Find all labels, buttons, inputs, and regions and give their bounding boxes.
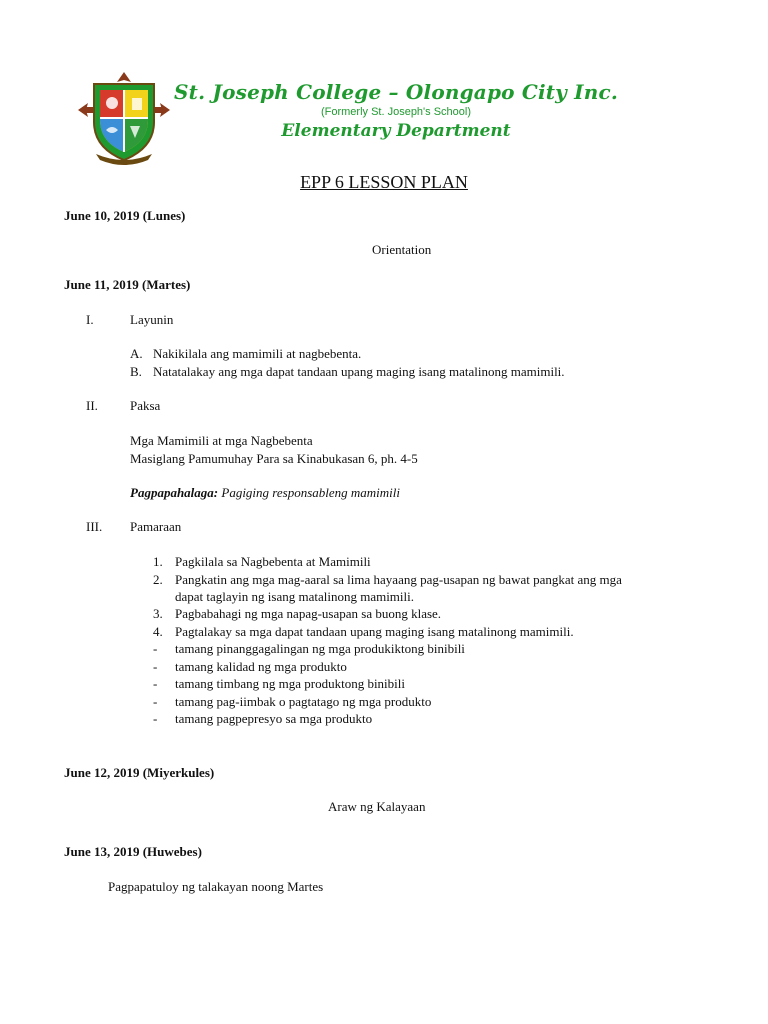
bullet-text-5: tamang pagpepresyo sa mga produkto bbox=[175, 711, 373, 726]
step-number-4: 4. bbox=[153, 624, 163, 639]
step-number-2: 2. bbox=[153, 572, 163, 587]
day-note-araw-ng-kalayaan: Araw ng Kalayaan bbox=[328, 799, 426, 814]
date-heading-june-13: June 13, 2019 (Huwebes) bbox=[64, 844, 202, 859]
objective-letter-b: B. bbox=[130, 364, 142, 379]
step-text-2-line-2: dapat taglayin ng isang matalinong mamimili. bbox=[175, 589, 415, 604]
section-label-pamaraan: Pamaraan bbox=[130, 519, 182, 534]
date-heading-june-11: June 11, 2019 (Martes) bbox=[64, 277, 191, 292]
bullet-dash: - bbox=[153, 711, 158, 726]
step-text-1: Pagkilala sa Nagbebenta at Mamimili bbox=[175, 554, 371, 569]
values-text: Pagiging responsableng mamimili bbox=[221, 485, 400, 500]
school-department: Elementary Department bbox=[281, 121, 511, 141]
section-label-layunin: Layunin bbox=[130, 312, 174, 327]
school-seal-logo bbox=[76, 70, 172, 166]
day-note-continuation: Pagpapatuloy ng talakayan noong Martes bbox=[108, 879, 324, 894]
topic-title: Mga Mamimili at mga Nagbebenta bbox=[130, 433, 313, 448]
bullet-text-4: tamang pag-iimbak o pagtatago ng mga produkto bbox=[175, 694, 432, 709]
bullet-dash: - bbox=[153, 694, 158, 709]
school-name: St. Joseph College – Olongapo City Inc. bbox=[174, 80, 619, 104]
section-label-paksa: Paksa bbox=[130, 398, 161, 413]
bullet-text-1: tamang pinanggagalingan ng mga produkiktong binibili bbox=[175, 641, 465, 656]
date-heading-june-12: June 12, 2019 (Miyerkules) bbox=[64, 765, 215, 780]
objective-letter-a: A. bbox=[130, 346, 143, 361]
day-note-orientation: Orientation bbox=[372, 242, 432, 257]
values-label: Pagpapahalaga: bbox=[130, 485, 219, 500]
bullet-text-3: tamang timbang ng mga produktong binibili bbox=[175, 676, 406, 691]
date-heading-june-10: June 10, 2019 (Lunes) bbox=[64, 208, 186, 223]
school-former-name: (Formerly St. Joseph's School) bbox=[320, 106, 472, 118]
step-number-3: 3. bbox=[153, 606, 163, 621]
values-line bbox=[130, 485, 400, 501]
step-text-2-line-1: Pangkatin ang mga mag-aaral sa lima hayaang pag-usapan ng bawat pangkat ang mga bbox=[175, 572, 622, 587]
step-text-4: Pagtalakay sa mga dapat tandaan upang maging isang matalinong mamimili. bbox=[175, 624, 574, 639]
section-number-ii: II. bbox=[86, 398, 98, 413]
objective-text-b: Natatalakay ang mga dapat tandaan upang maging isang matalinong mamimili. bbox=[153, 364, 565, 379]
bullet-dash: - bbox=[153, 676, 158, 691]
objective-text-a: Nakikilala ang mamimili at nagbebenta. bbox=[153, 346, 362, 361]
step-text-3: Pagbabahagi ng mga napag-usapan sa buong klase. bbox=[175, 606, 442, 621]
section-number-iii: III. bbox=[86, 519, 103, 534]
bullet-dash: - bbox=[153, 659, 158, 674]
topic-reference: Masiglang Pamumuhay Para sa Kinabukasan 6, ph. 4-5 bbox=[130, 451, 418, 466]
bullet-dash: - bbox=[153, 641, 158, 656]
bullet-text-2: tamang kalidad ng mga produkto bbox=[175, 659, 347, 674]
page-title: EPP 6 LESSON PLAN bbox=[300, 172, 468, 192]
step-number-1: 1. bbox=[153, 554, 163, 569]
section-number-i: I. bbox=[86, 312, 94, 327]
